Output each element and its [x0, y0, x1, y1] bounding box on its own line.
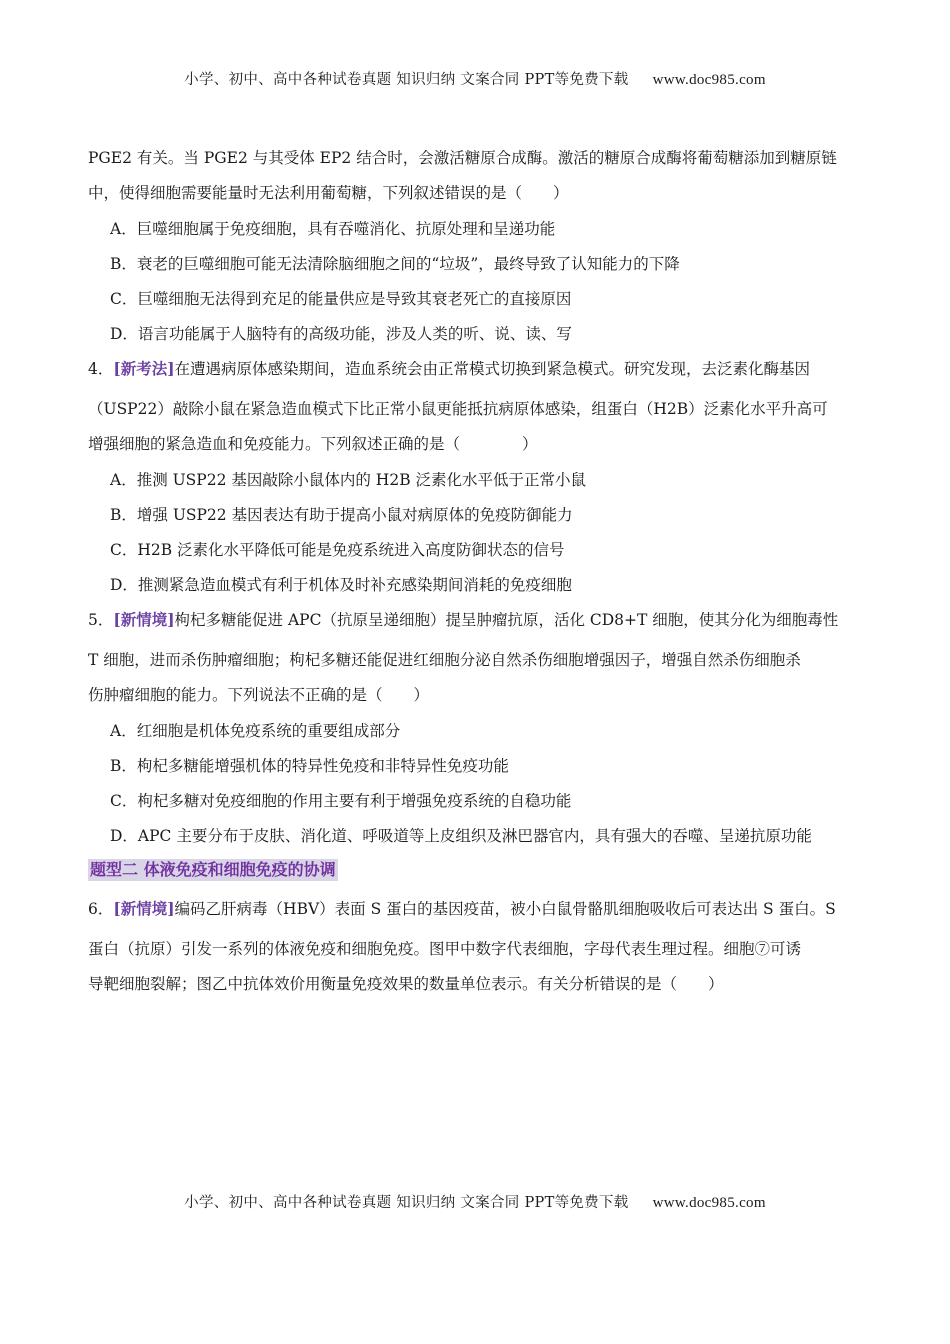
- q5-line-2: T 细胞，进而杀伤肿瘤细胞；枸杞多糖还能促进红细胞分泌自然杀伤细胞增强因子，增强自然杀伤细胞杀: [88, 651, 801, 669]
- q5-number: 5．: [88, 611, 114, 629]
- q6-text-1: 编码乙肝病毒（HBV）表面 S 蛋白的基因疫苗，被小白鼠骨骼肌细胞吸收后可表达出 S 蛋白。S: [174, 900, 836, 918]
- q3-line-2: 中，使得细胞需要能量时无法利用葡萄糖，下列叙述错误的是（ ）: [88, 184, 569, 202]
- q4-line-1: [88, 359, 810, 379]
- q6-line-3: 导靶细胞裂解；图乙中抗体效价用衡量免疫效果的数量单位表示。有关分析错误的是（ ）: [88, 975, 724, 993]
- q4-option-b: B．增强 USP22 基因表达有助于提高小鼠对病原体的免疫防御能力: [110, 506, 573, 524]
- q3-line-1: PGE2 有关。当 PGE2 与其受体 EP2 结合时，会激活糖原合成酶。激活的糖原合成酶将葡萄糖添加到糖原链: [88, 149, 837, 167]
- q4-option-c: C．H2B 泛素化水平降低可能是免疫系统进入高度防御状态的信号: [110, 541, 565, 559]
- page-footer: [0, 1191, 950, 1212]
- footer-text: 小学、初中、高中各种试卷真题 知识归纳 文案合同 PPT等免费下载: [184, 1195, 629, 1211]
- header-url[interactable]: www.doc985.com: [652, 72, 766, 88]
- q5-line-1: [88, 610, 838, 630]
- q5-option-d: D．APC 主要分布于皮肤、消化道、呼吸道等上皮组织及淋巴器官内，具有强大的吞噬、呈递抗原功能: [110, 827, 812, 845]
- q4-option-a: A．推测 USP22 基因敲除小鼠体内的 H2B 泛素化水平低于正常小鼠: [110, 471, 587, 489]
- q4-text-1: 在遭遇病原体感染期间，造血系统会由正常模式切换到紧急模式。研究发现，去泛素化酶基因: [174, 360, 811, 378]
- q5-text-1: 枸杞多糖能促进 APC（抗原呈递细胞）提呈肿瘤抗原，活化 CD8+T 细胞，使其分化为细胞毒性: [174, 611, 839, 629]
- q4-number: 4．: [88, 360, 114, 378]
- q3-option-c: C．巨噬细胞无法得到充足的能量供应是导致其衰老死亡的直接原因: [110, 290, 572, 308]
- q3-option-b: B．衰老的巨噬细胞可能无法清除脑细胞之间的“垃圾”，最终导致了认知能力的下降: [110, 255, 680, 273]
- q3-option-d: D．语言功能属于人脑特有的高级功能，涉及人类的听、说、读、写: [110, 325, 572, 343]
- q6-tag: [新情境]: [113, 899, 175, 918]
- q4-line-3: 增强细胞的紧急造血和免疫能力。下列叙述正确的是（ ）: [88, 435, 538, 453]
- q6-line-1: [88, 899, 836, 919]
- section-heading: 题型二 体液免疫和细胞免疫的协调: [90, 860, 336, 879]
- q5-option-b: B．枸杞多糖能增强机体的特异性免疫和非特异性免疫功能: [110, 757, 509, 775]
- q4-line-2: （USP22）敲除小鼠在紧急造血模式下比正常小鼠更能抵抗病原体感染，组蛋白（H2B）泛素化水平升高可: [88, 400, 828, 418]
- header-text: 小学、初中、高中各种试卷真题 知识归纳 文案合同 PPT等免费下载: [184, 72, 629, 88]
- q5-option-a: A．红细胞是机体免疫系统的重要组成部分: [110, 722, 401, 740]
- q6-line-2: 蛋白（抗原）引发一系列的体液免疫和细胞免疫。图甲中数字代表细胞，字母代表生理过程。细胞⑦可诱: [88, 940, 802, 958]
- q3-option-a: A．巨噬细胞属于免疫细胞，具有吞噬消化、抗原处理和呈递功能: [110, 220, 556, 238]
- q5-tag: [新情境]: [113, 610, 175, 629]
- q6-number: 6．: [88, 900, 114, 918]
- page-header: [0, 68, 950, 89]
- q4-option-d: D．推测紧急造血模式有利于机体及时补充感染期间消耗的免疫细胞: [110, 576, 572, 594]
- footer-url[interactable]: www.doc985.com: [652, 1195, 766, 1211]
- q4-tag: [新考法]: [113, 359, 175, 378]
- q5-line-3: 伤肿瘤细胞的能力。下列说法不正确的是（ ）: [88, 686, 430, 704]
- q5-option-c: C．枸杞多糖对免疫细胞的作用主要有利于增强免疫系统的自稳功能: [110, 792, 572, 810]
